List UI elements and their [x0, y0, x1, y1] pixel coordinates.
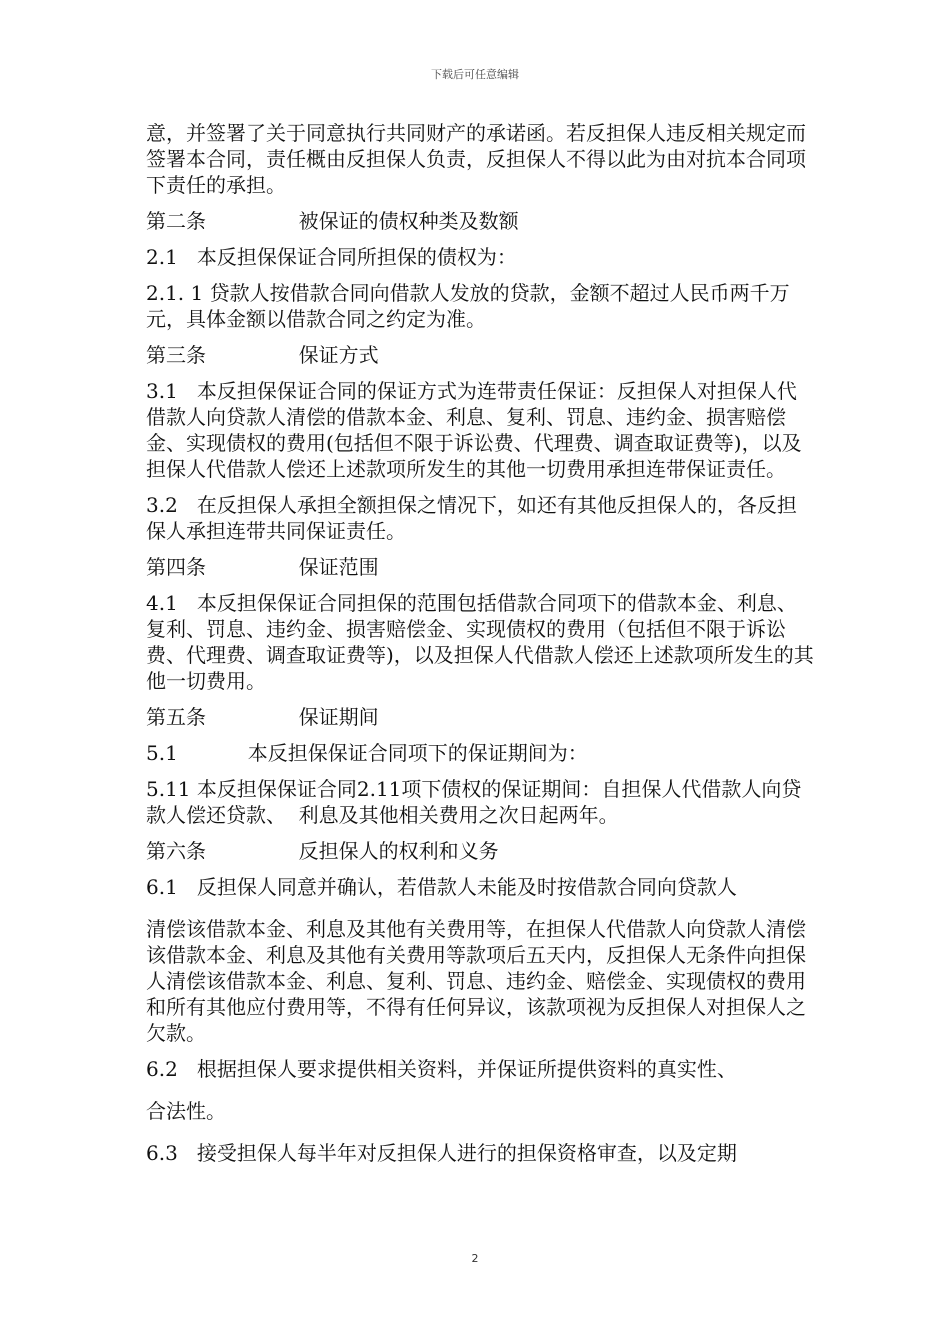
article-heading: 第二条 被保证的债权种类及数额 — [146, 209, 519, 233]
clause: 6.3 接受担保人每半年对反担保人进行的担保资格审查，以及定期 — [146, 1141, 737, 1165]
article-heading: 第五条 保证期间 — [146, 705, 379, 729]
paragraph: 意，并签署了关于同意执行共同财产的承诺函。若反担保人违反相关规定而签署本合同，责任概由反担保人负责，反担保人不得以此为由对抗本合同项下责任的承担。 — [146, 121, 806, 197]
clause: 2.1. 1 贷款人按借款合同向借款人发放的贷款，金额不超过人民币两千万元，具体金额以借款合同之约定为准。 — [146, 281, 790, 331]
article-heading: 第四条 保证范围 — [146, 555, 379, 579]
clause: 4.1 本反担保保证合同担保的范围包括借款合同项下的借款本金、利息、复利、罚息、违约金、损害赔偿金、实现债权的费用（包括但不限于诉讼费、代理费、调查取证费等)，以及担保人代借款人偿还上述款项所发生的其他一切费用。 — [146, 591, 814, 693]
clause: 6.2 根据担保人要求提供相关资料，并保证所提供资料的真实性、 — [146, 1057, 737, 1081]
clause: 6.1 反担保人同意并确认，若借款人未能及时按借款合同向贷款人 — [146, 875, 737, 899]
document-body — [146, 120, 814, 1176]
clause: 5.1 本反担保保证合同项下的保证期间为： — [146, 741, 588, 765]
paragraph: 清偿该借款本金、利息及其他有关费用等，在担保人代借款人向贷款人清偿该借款本金、利息及其他有关费用等款项后五天内，反担保人无条件向担保人清偿该借款本金、利息、复利、罚息、违约金、赔偿金、实现债权的费用和所有其他应付费用等，不得有任何异议，该款项视为反担保人对担保人之欠款。 — [146, 917, 806, 1045]
article-heading: 第六条 反担保人的权利和义务 — [146, 839, 499, 863]
clause: 5.11 本反担保保证合同2.11项下债权的保证期间：自担保人代借款人向贷款人偿还贷款、 利息及其他相关费用之次日起两年。 — [146, 777, 802, 827]
page-number: 2 — [471, 1252, 479, 1265]
clause: 2.1 本反担保保证合同所担保的债权为： — [146, 245, 517, 269]
clause: 3.1 本反担保保证合同的保证方式为连带责任保证：反担保人对担保人代借款人向贷款人清偿的借款本金、利息、复利、罚息、违约金、损害赔偿金、实现债权的费用(包括但不限于诉讼费、代理费、调查取证费等)，以及担保人代借款人偿还上述款项所发生的其他一切费用承担连带保证责任。 — [146, 379, 802, 481]
clause: 3.2 在反担保人承担全额担保之情况下，如还有其他反担保人的，各反担保人承担连带共同保证责任。 — [146, 493, 797, 543]
article-heading: 第三条 保证方式 — [146, 343, 379, 367]
paragraph: 合法性。 — [146, 1099, 226, 1123]
page-header-note: 下载后可任意编辑 — [431, 68, 519, 81]
